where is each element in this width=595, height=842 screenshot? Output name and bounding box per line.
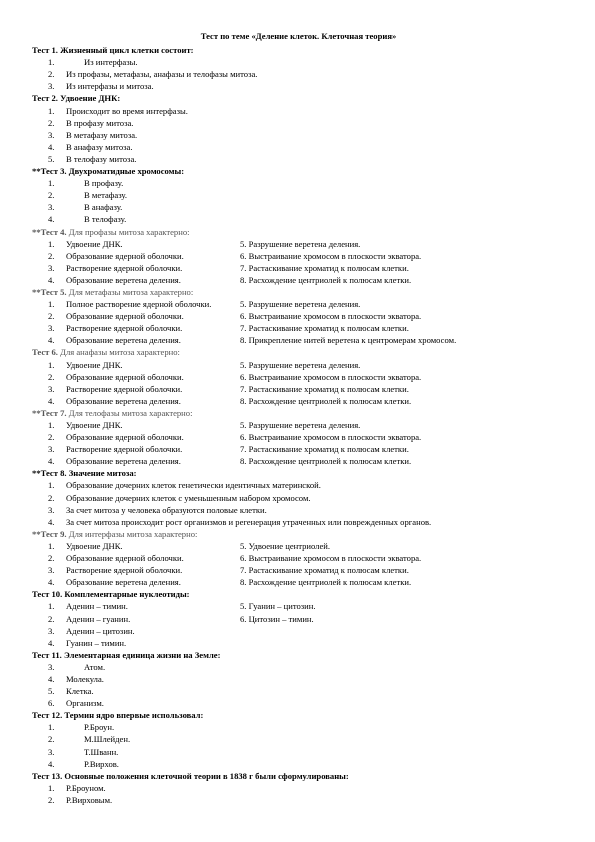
test-block <box>32 528 565 588</box>
test-block <box>32 44 565 92</box>
option-text: Образование веретена деления. <box>66 456 181 467</box>
answer-row <box>32 298 565 310</box>
answer-row <box>32 334 565 346</box>
answer-option <box>32 782 565 794</box>
option-number: 3. <box>48 81 55 92</box>
option-text: В профазу митоза. <box>66 117 134 128</box>
option-text: Образование ядерной оболочки. <box>66 371 184 382</box>
option-text: Образование ядерной оболочки. <box>66 250 184 261</box>
answer-option <box>32 153 565 165</box>
test-question: Комплементарные нуклеотиды: <box>64 589 190 600</box>
option-number: 3. <box>48 625 55 636</box>
option-text: В анафазу митоза. <box>66 141 133 152</box>
test-heading <box>32 286 565 298</box>
test-block <box>32 226 565 286</box>
option-number: 4. <box>48 141 55 152</box>
answer-row <box>32 576 565 588</box>
test-block <box>32 286 565 346</box>
answer-row <box>32 564 565 576</box>
option-number: 3. <box>48 504 55 515</box>
option-text-right: 5. Удвоение центриолей. <box>240 540 331 551</box>
test-question: Значение митоза: <box>68 468 137 479</box>
option-text-right: 6. Выстраивание хромосом в плоскости экватора. <box>240 311 422 322</box>
option-text: Р.Вирховым. <box>66 794 113 805</box>
answer-row <box>32 419 565 431</box>
answer-option <box>32 201 565 213</box>
option-number: 2. <box>48 311 55 322</box>
option-number: 1. <box>48 540 55 551</box>
answer-option <box>32 492 565 504</box>
option-text: Образование веретена деления. <box>66 274 181 285</box>
option-text: Растворение ядерной оболочки. <box>66 323 183 334</box>
answer-option <box>32 177 565 189</box>
answer-row <box>32 274 565 286</box>
answer-row <box>32 552 565 564</box>
option-text-right: 7. Растаскивание хроматид к полюсам клетки. <box>240 383 409 394</box>
option-text: Гуанин – тимин. <box>66 637 127 648</box>
answer-option <box>32 758 565 770</box>
option-text: Р.Броун. <box>84 722 115 733</box>
option-text: Образование ядерной оболочки. <box>66 553 184 564</box>
test-question: Удвоение ДНК: <box>60 93 121 104</box>
answer-row <box>32 383 565 395</box>
option-number: 4. <box>48 577 55 588</box>
option-number: 2. <box>48 794 55 805</box>
option-text-right: 8. Прикрепление нитей веретена к центромерам хромосом. <box>240 335 457 346</box>
option-text-right: 7. Растаскивание хроматид к полюсам клетки. <box>240 565 409 576</box>
answer-option <box>32 746 565 758</box>
test-question: Для интерфазы митоза характерно: <box>68 528 198 539</box>
test-question: Для метафазы митоза характерно: <box>68 286 194 297</box>
test-block <box>32 407 565 467</box>
option-number: 4. <box>48 456 55 467</box>
option-text: Молекула. <box>66 673 104 684</box>
test-number: **Тест 9. <box>32 528 67 539</box>
option-text-right: 5. Разрушение веретена деления. <box>240 238 361 249</box>
answer-row <box>32 262 565 274</box>
test-heading <box>32 649 565 661</box>
option-text: Образование веретена деления. <box>66 577 181 588</box>
option-text-right: 7. Растаскивание хроматид к полюсам клетки. <box>240 444 409 455</box>
option-number: 4. <box>48 274 55 285</box>
option-text: Т.Шванн. <box>84 746 119 757</box>
option-number: 1. <box>48 601 55 612</box>
option-text: Образование дочерних клеток с уменьшенным набором хромосом. <box>66 492 311 503</box>
option-number: 4. <box>48 214 55 225</box>
test-number: **Тест 7. <box>32 407 67 418</box>
option-text-right: 8. Расхождение центриолей к полюсам клетки. <box>240 577 412 588</box>
answer-row <box>32 455 565 467</box>
answer-option <box>32 504 565 516</box>
test-block <box>32 770 565 806</box>
test-question: Для телофазы митоза характерно: <box>68 407 193 418</box>
test-heading <box>32 709 565 721</box>
option-number: 1. <box>48 480 55 491</box>
option-number: 2. <box>48 190 55 201</box>
test-block <box>32 346 565 406</box>
option-text-right: 6. Выстраивание хромосом в плоскости экватора. <box>240 432 422 443</box>
option-text: Образование ядерной оболочки. <box>66 432 184 443</box>
option-text: Образование веретена деления. <box>66 395 181 406</box>
option-text: Удвоение ДНК. <box>66 238 123 249</box>
answer-row <box>32 238 565 250</box>
test-number: Тест 13. <box>32 770 63 781</box>
option-text: Из интерфазы и митоза. <box>66 81 154 92</box>
option-text: Организм. <box>66 698 104 709</box>
option-text: В телофазу. <box>84 214 127 225</box>
option-text-right: 5. Разрушение веретена деления. <box>240 299 361 310</box>
test-number: Тест 2. <box>32 93 58 104</box>
answer-option <box>32 105 565 117</box>
option-number: 1. <box>48 57 55 68</box>
option-number: 2. <box>48 250 55 261</box>
option-text-right: 7. Растаскивание хроматид к полюсам клетки. <box>240 262 409 273</box>
test-question: Жизненный цикл клетки состоит: <box>60 45 194 56</box>
option-text: В телофазу митоза. <box>66 153 137 164</box>
option-text-right: 5. Разрушение веретена деления. <box>240 420 361 430</box>
option-number: 2. <box>48 613 55 624</box>
option-number: 2. <box>48 432 55 443</box>
option-text: Аденин – цитозин. <box>66 625 135 636</box>
answer-option <box>32 661 565 673</box>
answer-row <box>32 310 565 322</box>
answer-row <box>32 625 565 637</box>
option-number: 4. <box>48 516 55 527</box>
option-text: За счет митоза у человека образуются половые клетки. <box>66 504 267 515</box>
option-number: 3. <box>48 202 55 213</box>
answer-option <box>32 685 565 697</box>
answer-row <box>32 395 565 407</box>
test-number: Тест 6. <box>32 347 58 358</box>
test-heading <box>32 770 565 782</box>
answer-option <box>32 68 565 80</box>
option-number: 4. <box>48 335 55 346</box>
option-text-right: 6. Цитозин – тимин. <box>240 613 314 624</box>
option-text: Растворение ядерной оболочки. <box>66 383 183 394</box>
option-number: 3. <box>48 262 55 273</box>
option-number: 2. <box>48 553 55 564</box>
test-heading <box>32 226 565 238</box>
answer-option <box>32 213 565 225</box>
option-number: 1. <box>48 420 55 430</box>
test-block <box>32 649 565 709</box>
test-heading <box>32 528 565 540</box>
answer-row <box>32 431 565 443</box>
answer-option <box>32 733 565 745</box>
option-number: 2. <box>48 69 55 80</box>
option-text: Удвоение ДНК. <box>66 359 123 370</box>
test-block <box>32 588 565 648</box>
option-text: Атом. <box>84 661 106 672</box>
test-number: **Тест 5. <box>32 286 67 297</box>
option-number: 4. <box>48 395 55 406</box>
option-number: 4. <box>48 673 55 684</box>
option-number: 3. <box>48 661 55 672</box>
option-number: 2. <box>48 371 55 382</box>
test-number: Тест 1. <box>32 45 58 56</box>
option-text: Происходит во время интерфазы. <box>66 105 188 116</box>
test-block <box>32 92 565 165</box>
test-heading <box>32 92 565 104</box>
option-number: 3. <box>48 565 55 576</box>
test-heading <box>32 588 565 600</box>
option-text: Растворение ядерной оболочки. <box>66 565 183 576</box>
answer-option <box>32 516 565 528</box>
option-text: Клетка. <box>66 686 94 697</box>
option-number: 4. <box>48 758 55 769</box>
option-text: Удвоение ДНК. <box>66 540 123 551</box>
option-number: 2. <box>48 492 55 503</box>
option-number: 1. <box>48 782 55 793</box>
option-number: 4. <box>48 637 55 648</box>
option-text: Удвоение ДНК. <box>66 420 123 430</box>
test-question: Основные положения клеточной теории в 1838 г были сформулированы: <box>64 770 349 781</box>
answer-option <box>32 794 565 806</box>
test-heading <box>32 165 565 177</box>
option-text: Полное растворение ядерной оболочки. <box>66 299 212 310</box>
test-block <box>32 467 565 527</box>
answer-option <box>32 697 565 709</box>
answer-row <box>32 250 565 262</box>
answer-option <box>32 479 565 491</box>
option-text: В профазу. <box>84 178 124 189</box>
test-number: Тест 12. <box>32 710 63 721</box>
answer-row <box>32 540 565 552</box>
test-heading <box>32 346 565 358</box>
answer-row <box>32 322 565 334</box>
option-text: Растворение ядерной оболочки. <box>66 444 183 455</box>
test-question: Элементарная единица жизни на Земле: <box>63 649 221 660</box>
option-number: 6. <box>48 698 55 709</box>
option-text: Из интерфазы. <box>84 57 138 68</box>
answer-option <box>32 141 565 153</box>
option-text: Образование ядерной оболочки. <box>66 311 184 322</box>
option-text: Образование дочерних клеток генетически идентичных материнской. <box>66 480 321 491</box>
option-text-right: 5. Разрушение веретена деления. <box>240 359 361 370</box>
option-number: 3. <box>48 444 55 455</box>
test-number: Тест 11. <box>32 649 62 660</box>
test-number: **Тест 4. <box>32 226 67 237</box>
option-text: Р.Броуном. <box>66 782 106 793</box>
option-text: В метафазу. <box>84 190 127 201</box>
test-block <box>32 709 565 769</box>
option-text: М.Шлейден. <box>84 734 131 745</box>
option-number: 1. <box>48 178 55 189</box>
option-number: 1. <box>48 238 55 249</box>
answer-row <box>32 600 565 612</box>
option-number: 1. <box>48 105 55 116</box>
option-text-right: 5. Гуанин – цитозин. <box>240 601 316 612</box>
answer-option <box>32 56 565 68</box>
option-text: Р.Вирхов. <box>84 758 119 769</box>
answer-option <box>32 117 565 129</box>
answer-row <box>32 359 565 371</box>
option-number: 3. <box>48 323 55 334</box>
test-question: Термин ядро впервые использовал: <box>64 710 204 721</box>
option-text: В анафазу. <box>84 202 123 213</box>
option-number: 5. <box>48 686 55 697</box>
option-text-right: 6. Выстраивание хромосом в плоскости экватора. <box>240 250 422 261</box>
answer-option <box>32 129 565 141</box>
option-number: 5. <box>48 153 55 164</box>
option-text: В метафазу митоза. <box>66 129 138 140</box>
answer-option <box>32 189 565 201</box>
option-text: Из профазы, метафазы, анафазы и телофазы митоза. <box>66 69 258 80</box>
option-text: Аденин – тимин. <box>66 601 128 612</box>
test-heading <box>32 407 565 419</box>
option-text: Образование веретена деления. <box>66 335 181 346</box>
option-number: 1. <box>48 299 55 310</box>
option-number: 2. <box>48 734 55 745</box>
test-question: Двухроматидные хромосомы: <box>68 166 185 177</box>
answer-option <box>32 80 565 92</box>
test-number: **Тест 8. <box>32 468 67 479</box>
option-number: 1. <box>48 722 55 733</box>
option-number: 1. <box>48 359 55 370</box>
option-text-right: 8. Расхождение центриолей к полюсам клетки. <box>240 395 412 406</box>
option-text-right: 8. Расхождение центриолей к полюсам клетки. <box>240 274 412 285</box>
option-number: 3. <box>48 383 55 394</box>
test-question: Для анафазы митоза характерно: <box>60 347 180 358</box>
option-text: За счет митоза происходит рост организмов и регенерация утраченных или поврежденных органов. <box>66 516 432 527</box>
test-heading <box>32 44 565 56</box>
test-block <box>32 165 565 225</box>
answer-row <box>32 443 565 455</box>
option-number: 2. <box>48 117 55 128</box>
answer-option <box>32 673 565 685</box>
option-text-right: 8. Расхождение центриолей к полюсам клетки. <box>240 456 412 467</box>
tests-container <box>32 44 565 806</box>
option-text: Аденин – гуанин. <box>66 613 131 624</box>
test-heading <box>32 467 565 479</box>
answer-row <box>32 371 565 383</box>
test-number: Тест 10. <box>32 589 63 600</box>
test-question: Для профазы митоза характерно: <box>68 226 190 237</box>
option-number: 3. <box>48 129 55 140</box>
page-title: Тест по теме «Деление клеток. Клеточная теория» <box>200 31 397 41</box>
option-text-right: 7. Растаскивание хроматид к полюсам клетки. <box>240 323 409 334</box>
option-text-right: 6. Выстраивание хромосом в плоскости экватора. <box>240 553 422 564</box>
option-number: 3. <box>48 746 55 757</box>
answer-row <box>32 637 565 649</box>
option-text: Растворение ядерной оболочки. <box>66 262 183 273</box>
answer-option <box>32 721 565 733</box>
answer-row <box>32 613 565 625</box>
test-number: **Тест 3. <box>32 166 67 177</box>
option-text-right: 6. Выстраивание хромосом в плоскости экватора. <box>240 371 422 382</box>
